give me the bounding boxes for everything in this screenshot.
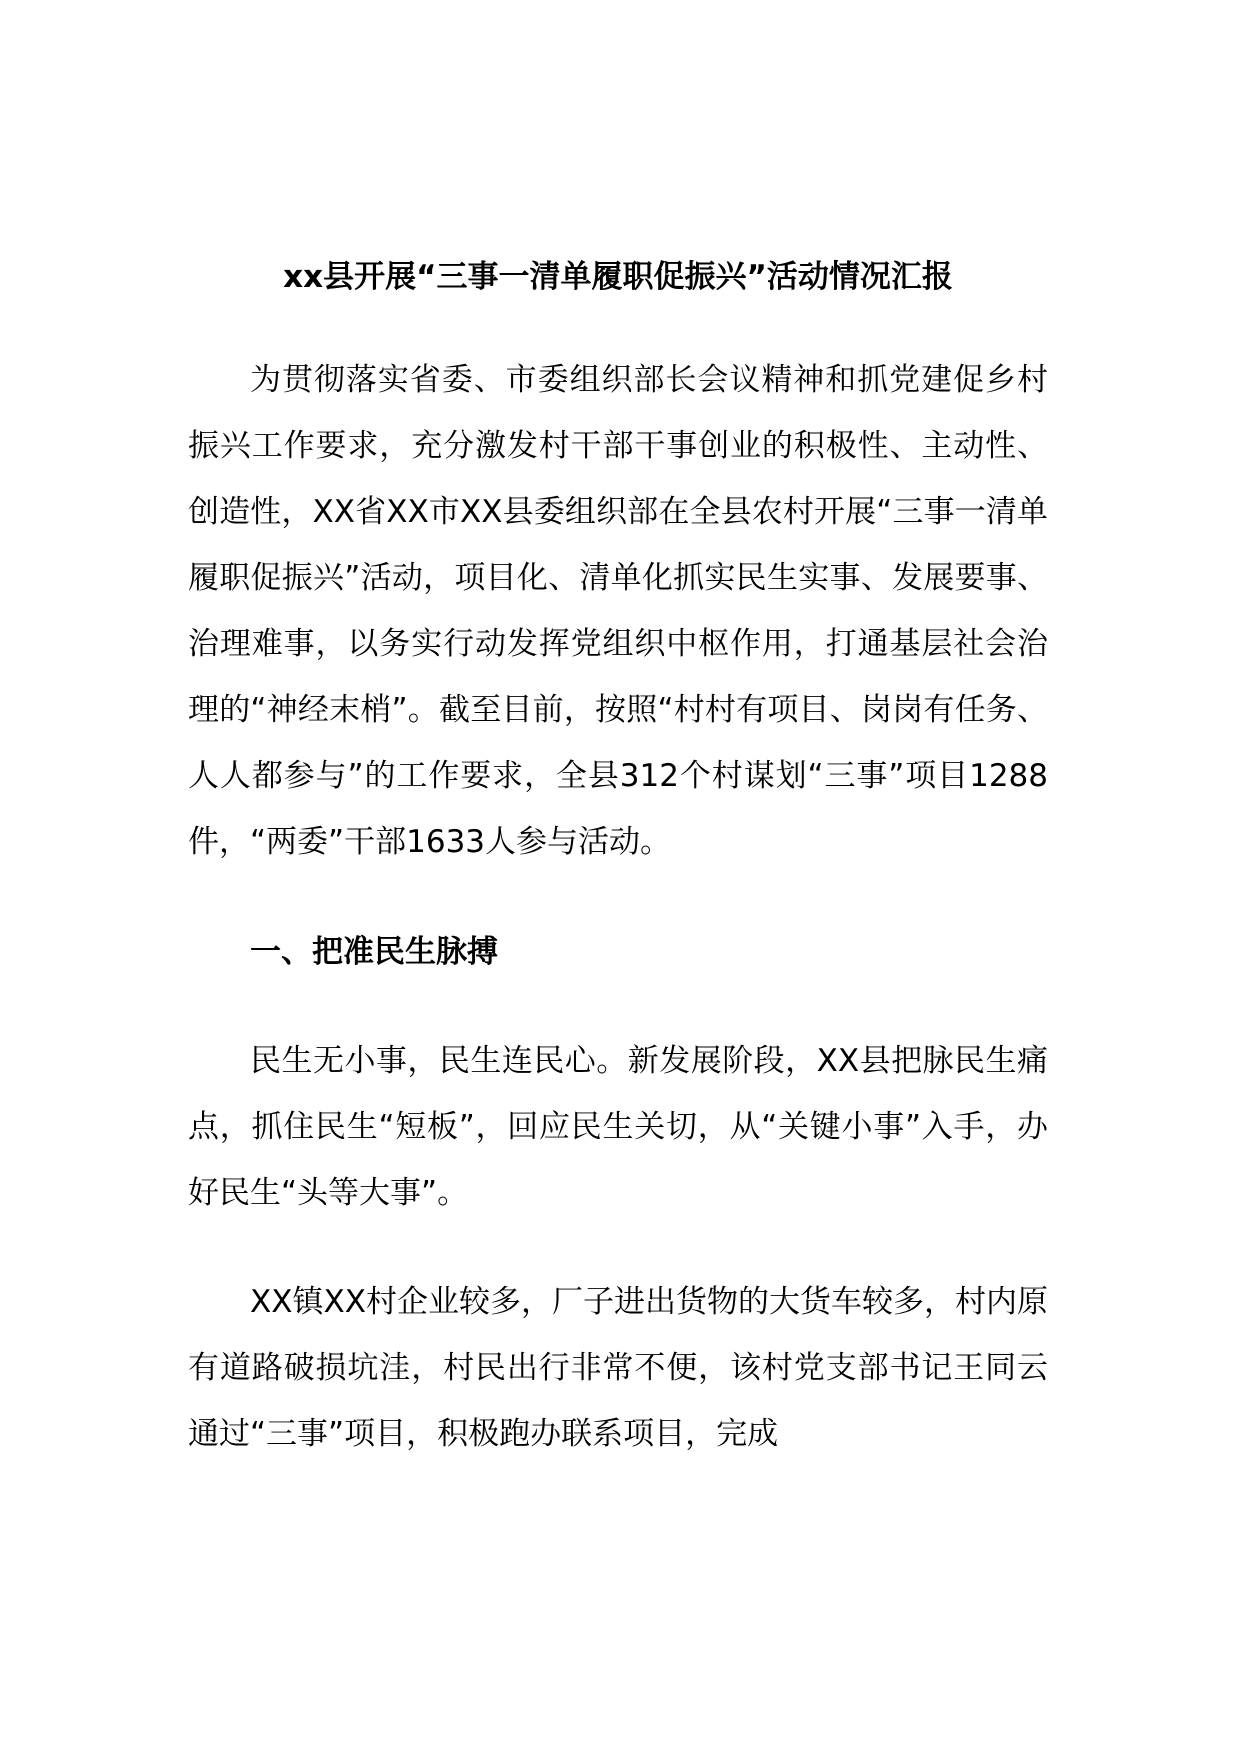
- intro-paragraph: 为贯彻落实省委、市委组织部长会议精神和抓党建促乡村振兴工作要求，充分激发村干部干事创业的积极性、主动性、创造性，XX省XX市XX县委组织部在全县农村开展“三事一清单履职促振兴”活动，项目化、清单化抓实民生实事、发展要事、治理难事，以务实行动发挥党组织中枢作用，打通基层社会治理的“神经末梢”。截至目前，按照“村村有项目、岗岗有任务、人人都参与”的工作要求，全县312个村谋划“三事”项目1288件，“两委”干部1633人参与活动。: [188, 362, 1048, 860]
- section-paragraph: XX镇XX村企业较多，厂子进出货物的大货车较多，村内原有道路破损坑洼，村民出行非常不便，该村党支部书记王同云通过“三事”项目，积极跑办联系项目，完成: [188, 1284, 1048, 1452]
- section-paragraph: 民生无小事，民生连民心。新发展阶段，XX县把脉民生痛点，抓住民生“短板”，回应民生关切，从“关键小事”入手，办好民生“头等大事”。: [188, 1043, 1048, 1211]
- document-title: xx县开展“三事一清单履职促振兴”活动情况汇报: [283, 259, 953, 295]
- document-body: [188, 248, 1048, 1467]
- section-heading: 一、把准民生脉搏: [250, 934, 498, 970]
